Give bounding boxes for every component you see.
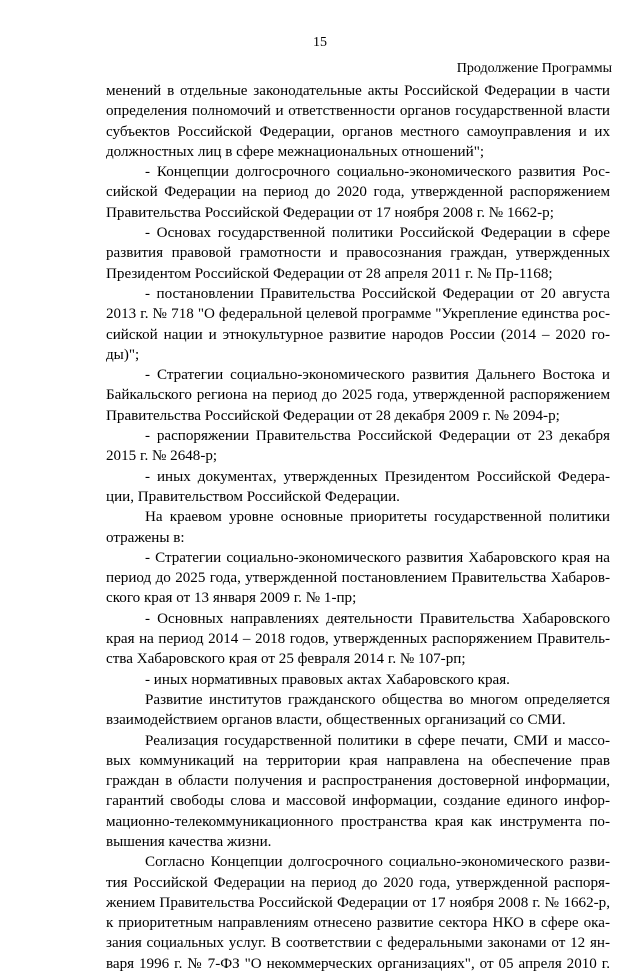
text-line: Байкальского региона на период до 2025 года, утвержденной распоряжением <box>106 387 610 404</box>
text-line: вых коммуникаций на территории края направлена на обеспечение прав <box>106 752 610 769</box>
text-line: менений в отдельные законодательные акты Российской Федерации в части <box>106 83 610 99</box>
text-line: граждан в области получения и распространения достоверной информации, <box>106 773 610 790</box>
text-line: Реализация государственной политики в сфере печати, СМИ и массо- <box>145 732 610 749</box>
text-line: субъектов Российской Федерации, органов местного самоуправления и их <box>106 123 610 140</box>
text-line: гарантий свободы слова и массовой информации, создание единого инфор- <box>106 793 610 810</box>
text-line: - постановлении Правительства Российской Федерации от 20 августа <box>145 285 610 302</box>
text-line: отражены в: <box>106 529 185 546</box>
text-line: ства Хабаровского края от 25 февраля 2014 г. № 107-рп; <box>106 651 466 668</box>
text-line: развития правовой грамотности и правосознания граждан, утвержденных <box>106 245 610 262</box>
text-line: варя 1996 г. № 7-ФЗ "О некоммерческих организациях", от 05 апреля 2010 г. <box>106 955 610 972</box>
text-line: жением Правительства Российской Федерации от 17 ноября 2008 г. № 1662-р, <box>106 894 610 911</box>
text-line: сийской Федерации на период до 2020 года, утвержденной распоряжением <box>106 184 610 201</box>
text-line: - иных документах, утвержденных Президентом Российской Федера- <box>145 468 610 485</box>
text-line: мационно-телекоммуникационного пространства края как инструмента по- <box>106 813 610 830</box>
text-line: тия Российской Федерации на период до 2020 года, утвержденной распоря- <box>106 874 610 891</box>
text-line: вышения качества жизни. <box>106 833 272 850</box>
text-line: - распоряжении Правительства Российской Федерации от 23 декабря <box>145 428 610 445</box>
text-line: период до 2025 года, утвержденной постановлением Правительства Хабаров- <box>106 570 610 587</box>
text-line: Правительства Российской Федерации от 28 декабря 2009 г. № 2094-р; <box>106 407 560 424</box>
text-line: - Стратегии социально-экономического развития Дальнего Востока и <box>145 367 610 384</box>
text-line: - Основах государственной политики Российской Федерации в сфере <box>145 225 610 242</box>
text-line: ского края от 13 января 2009 г. № 1-пр; <box>106 590 357 607</box>
text-line: ции, Правительством Российской Федерации. <box>106 488 400 505</box>
running-header: Продолжение Программы <box>456 61 612 76</box>
text-line: взаимодействием органов власти, общественных организаций со СМИ. <box>106 712 566 729</box>
text-line: - Концепции долгосрочного социально-экономического развития Рос- <box>145 164 610 181</box>
text-line: ды)"; <box>106 346 140 363</box>
text-line: края на период 2014 – 2018 годов, утвержденных распоряжением Правитель- <box>106 631 610 648</box>
text-line: 2015 г. № 2648-р; <box>106 448 218 465</box>
text-line: зания социальных услуг. В соответствии с федеральными законами от 12 ян- <box>106 935 610 952</box>
text-line: определения полномочий и ответственности органов государственной власти <box>106 103 610 120</box>
text-line: 2013 г. № 718 "О федеральной целевой программе "Укрепление единства рос- <box>106 306 610 323</box>
document-body <box>106 81 610 974</box>
text-line: Президентом Российской Федерации от 28 апреля 2011 г. № Пр-1168; <box>106 265 553 282</box>
text-line: должностных лиц в сфере межнациональных отношений"; <box>106 143 485 160</box>
text-line: Правительства Российской Федерации от 17 ноября 2008 г. № 1662-р; <box>106 204 554 221</box>
text-line: - иных нормативных правовых актах Хабаровского края. <box>145 671 510 688</box>
text-line: - Стратегии социально-экономического развития Хабаровского края на <box>145 549 610 566</box>
text-line: Развитие институтов гражданского общества во многом определяется <box>145 691 610 708</box>
text-line: Согласно Концепции долгосрочного социально-экономического разви- <box>145 854 610 871</box>
text-line: сийской нации и этнокультурное развитие народов России (2014 – 2020 го- <box>106 326 610 343</box>
text-line: - Основных направлениях деятельности Правительства Хабаровского <box>145 610 610 627</box>
page-number: 15 <box>313 35 327 50</box>
text-line: к приоритетным направлениям отнесено развитие сектора НКО в сфере ока- <box>106 915 610 932</box>
text-line: На краевом уровне основные приоритеты государственной политики <box>145 509 610 526</box>
